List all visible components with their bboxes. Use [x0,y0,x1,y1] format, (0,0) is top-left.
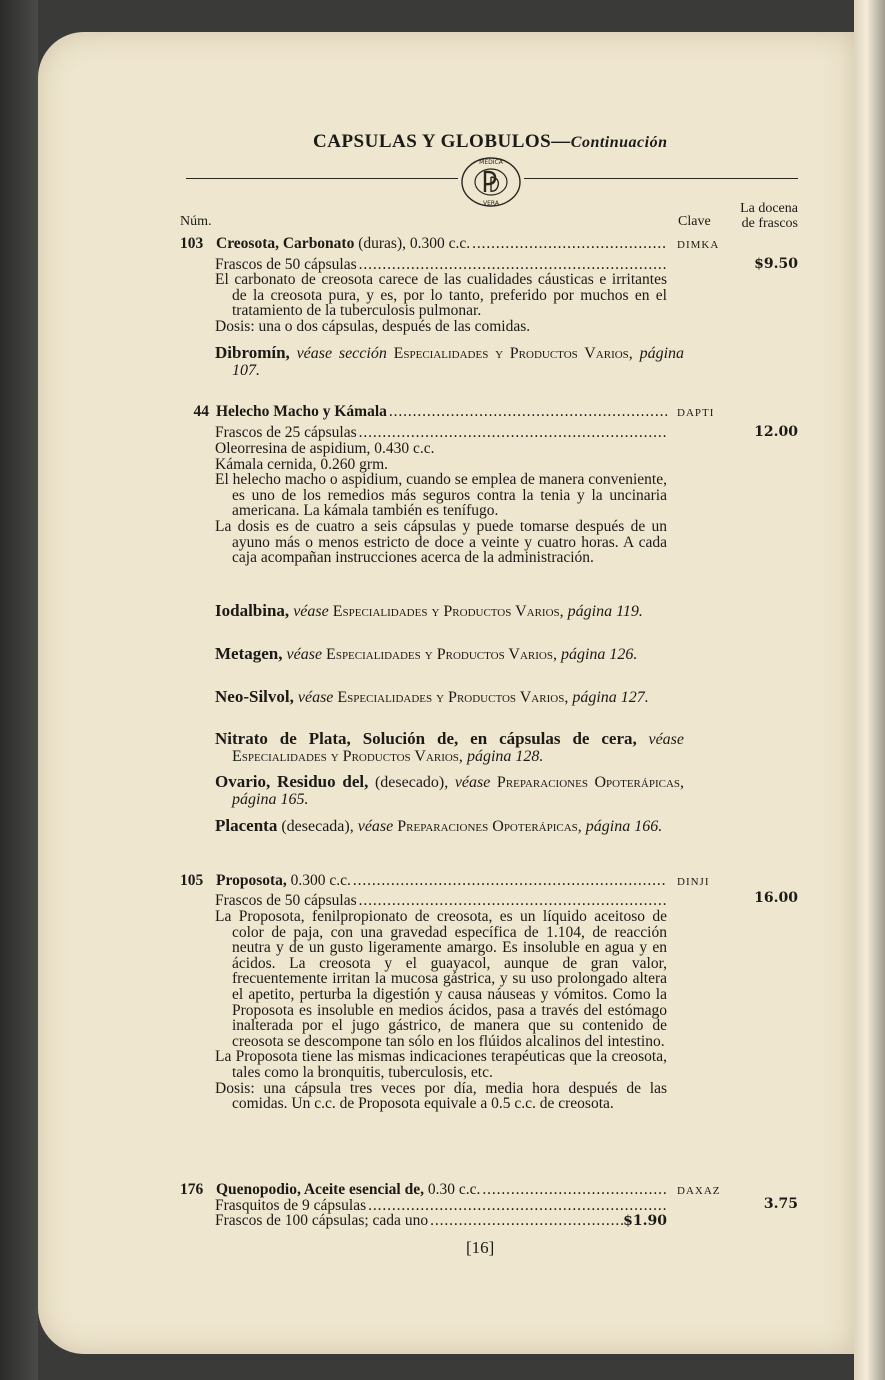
column-header-docena-1: La docena [740,201,798,216]
entry-176-price: 3.75 [763,1196,798,1212]
entry-103-price: $9.50 [754,256,798,272]
ref-neo-silvol: Neo-Silvol, véase Especialidades y Productos Varios, página 127. [215,687,649,706]
entry-105-price: 16.00 [754,890,798,906]
entry-176-package-2: Frascos de 100 cápsulas; cada uno . . . $1.90 [215,1213,667,1229]
entry-44-code: DAPTI [677,407,715,419]
medicamenta-vera-seal-icon [460,156,522,208]
header-rule-left [186,178,458,179]
entry-44-title: 44 Helecho Macho y Kámala . . . [180,404,667,420]
column-header-docena-2: de frascos [741,216,798,231]
column-header-clave: Clave [678,214,711,229]
entry-44-package: Frascos de 25 cápsulas . . . [215,425,667,441]
page-number: [16] [466,1238,495,1257]
ref-metagen: Metagen, véase Especialidades y Productos Varios, página 126. [215,644,638,663]
entry-103-title: 103 Creosota, Carbonato (duras), 0.300 c.c. . . . [180,236,667,252]
svg-text:VERA: VERA [483,200,499,207]
entry-44-description: Oleorresina de aspidium, 0.430 c.c. Kámala cernida, 0.260 grm. El helecho macho o aspidium, cuando se emplea de manera conveniente, es uno de los remedios más seguros contra la tenia y la uncinaria americana. La kámala también es tenífugo. La dosis es de cuatro a seis cápsulas y puede tomarse después de un ayuno más o menos estricto de doce a veinte y cuatro horas. A cada caja acompañan instrucciones acerca de la administración. [215,440,667,567]
ref-dibromin: Dibromín, véase sección Especialidades y Productos Varios, página 107. [215,343,685,379]
ref-nitrato-de-plata: Nitrato de Plata, Solución de, en cápsulas de cera, véase Especialidades y Productos Varios, página 128. [215,729,684,765]
entry-105-code: DINJI [677,876,710,888]
entry-105-package: Frascos de 50 cápsulas . . . [215,893,667,909]
svg-text:MEDICA: MEDICA [479,159,503,166]
entry-44-price: 12.00 [754,424,798,440]
header-rule-right [524,178,798,179]
column-header-num: Núm. [180,214,212,229]
entry-105-description: La Proposota, fenilpropionato de creosota, es un líquido aceitoso de color de paja, con una gravedad específica de 1.104, de reacción neutra y de un gusto ligeramente amargo. Es insoluble en agua y en ácidos. La creosota y el guayacol, aunque de gran valor, frecuentemente irritan la mucosa gástrica, y su uso prolongado altera el apetito, perturba la digestión y causa náuseas y vómitos. Como la Proposota es insoluble en medios ácidos, pasa a través del estómago inalterada por el jugo gástrico, de manera que su contenido de creosota se descompone tan sólo en los flúidos alcalinos del intestino. La Proposota tiene las mismas indicaciones terapéuticas que la creosota, tales como la bronquitis, tuberculosis, etc. Dosis: una cápsula tres veces por día, media hora después de las comidas. Un c.c. de Proposota equivale a 0.5 c.c. de creosota. [215,908,667,1113]
ref-placenta: Placenta (desecada), véase Preparaciones Opoterápicas, página 166. [215,816,663,835]
entry-103-code: DIMKA [677,239,720,251]
ref-ovario: Ovario, Residuo del, (desecado), véase Preparaciones Opoterápicas, página 165. [215,772,685,808]
entry-176-package: Frasquitos de 9 cápsulas . . . [215,1198,667,1214]
page-title: CAPSULAS Y GLOBULOS—Continuación [313,131,668,152]
entry-103-package: Frascos de 50 cápsulas . . . [215,257,667,273]
entry-103-description: El carbonato de creosota carece de las cualidades cáusticas e irritantes de la creosota pura, y es, por lo tanto, preferido por muchos en el tratamiento de la tuberculosis pulmonar. Dosis: una o dos cápsulas, después de las comidas. [215,271,667,335]
entry-176-title: 176 Quenopodio, Aceite esencial de, 0.30 c.c. . . . [180,1182,667,1198]
entry-176-code: DAXAZ [677,1185,721,1197]
entry-105-title: 105 Proposota, 0.300 c.c. . . . [180,873,667,889]
ref-iodalbina: Iodalbina, véase Especialidades y Productos Varios, página 119. [215,601,643,620]
